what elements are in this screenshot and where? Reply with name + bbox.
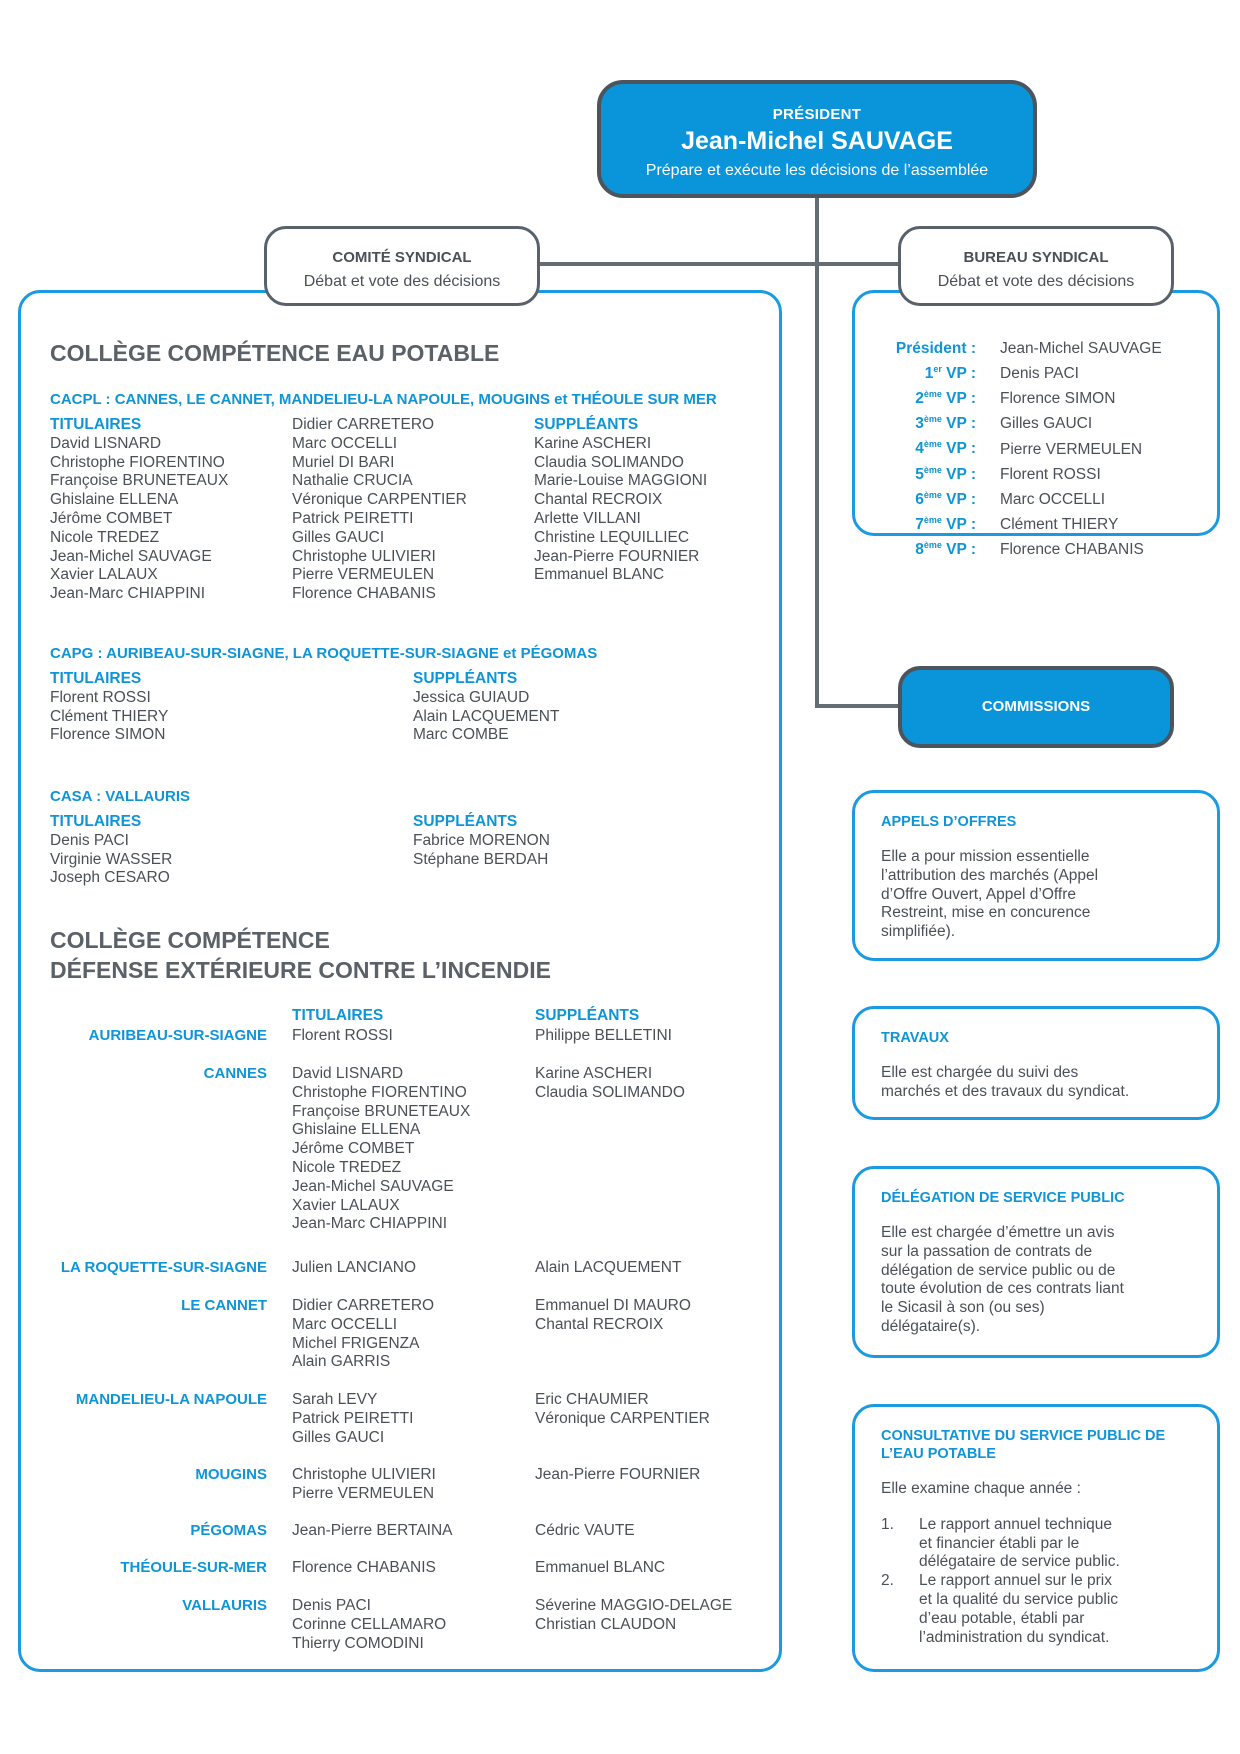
bureau-member-row [856,460,1162,485]
bureau-member-row [856,409,1162,434]
bureau-member-role: Président : [895,340,976,357]
comite-description: Débat et vote des décisions [303,273,501,290]
member-name: Alain LACQUEMENT [413,707,560,725]
bureau-member-row [856,485,1162,510]
member-name: Marie-Louise MAGGIONI [534,472,708,490]
member-name: Emmanuel BLANC [535,1559,666,1576]
member-name: Michel FRIGENZA [292,1334,420,1352]
member-name: Jean-Marc CHIAPPINI [50,585,206,603]
member-name: Jean-Marc CHIAPPINI [292,1215,448,1233]
member-name: Sarah LEVY [292,1391,378,1408]
description-line: toute évolution de ces contrats liant [881,1280,1124,1298]
president-description: Prépare et exécute les décisions de l’assemblée [645,162,989,179]
bureau-member-row [856,339,1162,359]
commission-dsp [852,1166,1220,1358]
dfci-commune: AURIBEAU-SUR-SIAGNE [88,1027,267,1044]
dfci-titulaires [292,1559,436,1578]
bureau-member-row [856,510,1162,535]
member-name: Nicole TREDEZ [292,1158,402,1176]
dfci-titulaires-header [292,1007,383,1026]
commission-consultative [852,1404,1220,1672]
dfci-commune: VALLAURIS [182,1597,267,1614]
bureau-member-row [856,535,1162,560]
dfci-titulaires-label: TITULAIRES [292,1007,384,1024]
bureau-member-row [856,434,1162,459]
dfci-titulaires [292,1259,416,1278]
member-name: Christophe ULIVIERI [292,547,436,565]
bureau-member-name: Florence SIMON [1000,390,1116,408]
member-name: Jean-Michel SAUVAGE [50,547,212,565]
college-eau-title: COLLÈGE COMPÉTENCE EAU POTABLE [50,340,500,366]
member-name: Jean-Pierre FOURNIER [534,547,700,565]
dfci-commune: PÉGOMAS [190,1522,267,1539]
bureau-syndical-box [898,226,1174,306]
casa-titulaires-label: TITULAIRES [50,813,142,830]
bureau-member-role: 5ème VP : [915,464,976,483]
bureau-member-role: 1er VP : [924,364,976,383]
member-name: Alain GARRIS [292,1353,391,1371]
dfci-titulaires [292,1027,393,1046]
capg-suppleants-label: SUPPLÉANTS [413,670,518,687]
member-name: Julien LANCIANO [292,1259,417,1276]
consultative-item-number: 2. [881,1572,894,1590]
dfci-commune: LE CANNET [181,1297,267,1314]
description-line: délégataire de service public. [919,1553,1120,1571]
member-name: Arlette VILLANI [534,509,641,527]
member-name: Marc COMBE [413,726,509,744]
dfci-titulaires [292,1297,434,1372]
member-name: Alain LACQUEMENT [535,1259,682,1276]
member-name: David LISNARD [292,1065,404,1082]
dfci-commune: THÉOULE-SUR-MER [120,1559,267,1576]
member-name: Jessica GUIAUD [413,688,530,706]
member-name: Didier CARRETERO [292,416,435,433]
commissions-box: COMMISSIONS [898,666,1174,748]
bureau-member-role: 4ème VP : [915,439,976,458]
member-name: Marc OCCELLI [292,1315,398,1333]
member-name: Véronique CARPENTIER [535,1409,710,1427]
description-line: délégataire(s). [881,1317,981,1335]
description-line: et la qualité du service public [919,1590,1119,1608]
member-name: Claudia SOLIMANDO [534,453,684,471]
college-dfci-title-line2: DÉFENSE EXTÉRIEURE CONTRE L’INCENDIE [50,957,551,983]
member-name: Emmanuel DI MAURO [535,1297,691,1314]
casa-heading: CASA : VALLAURIS [50,788,190,805]
description-line: Elle est chargée du suivi des [881,1064,1079,1081]
member-name: Jean-Pierre FOURNIER [535,1466,701,1483]
college-dfci-title [50,925,551,985]
comite-title: COMITÉ SYNDICAL [332,249,472,266]
member-name: Chantal RECROIX [535,1315,664,1333]
description-line: Le rapport annuel technique [919,1515,1113,1533]
dfci-suppleants [535,1391,710,1429]
member-name: Fabrice MORENON [413,831,550,849]
dfci-commune: LA ROQUETTE-SUR-SIAGNE [60,1259,267,1276]
description-line: Restreint, mise en concurence [881,904,1091,922]
description-line: Elle a pour mission essentielle [881,848,1090,865]
member-name: Françoise BRUNETEAUX [292,1102,471,1120]
description-line: Le rapport annuel sur le prix [919,1572,1113,1590]
member-name: Florence SIMON [50,726,166,744]
member-name: Jean-Pierre BERTAINA [292,1522,453,1539]
member-name: Muriel DI BARI [292,453,395,471]
bureau-member-name: Marc OCCELLI [1000,490,1106,508]
member-name: Virginie WASSER [50,850,173,868]
appels-offres-description [881,848,1191,942]
dfci-suppleants-label: SUPPLÉANTS [535,1007,640,1024]
consultative-list [881,1516,1191,1648]
college-dfci-title-line1: COLLÈGE COMPÉTENCE [50,927,330,953]
description-line: marchés et des travaux du syndicat. [881,1082,1130,1100]
consultative-item [881,1516,1191,1572]
member-name: Ghislaine ELLENA [50,491,179,509]
member-name: Florence CHABANIS [292,585,436,603]
member-name: Ghislaine ELLENA [292,1121,421,1139]
bureau-member-name: Florent ROSSI [1000,465,1101,483]
member-name: Pierre VERMEULEN [292,1484,435,1502]
bureau-member-role: 3ème VP : [915,414,976,433]
bureau-title: BUREAU SYNDICAL [963,249,1109,266]
bureau-member-role: 8ème VP : [915,540,976,559]
appels-offres-title: APPELS D’OFFRES [881,814,1017,830]
president-role: PRÉSIDENT [772,106,862,123]
member-name: Florent ROSSI [292,1027,393,1044]
member-name: Véronique CARPENTIER [292,491,467,509]
consultative-item [881,1572,1191,1647]
dfci-commune: MOUGINS [195,1466,267,1483]
bureau-member-row [856,384,1162,409]
bureau-member-role: 2ème VP : [915,389,976,408]
dfci-commune: CANNES [203,1065,267,1082]
member-name: Joseph CESARO [50,869,170,887]
cacpl-titulaires-col2 [292,416,467,604]
dfci-suppleants [535,1259,681,1278]
member-name: Claudia SOLIMANDO [535,1083,685,1101]
member-name: Xavier LALAUX [292,1196,400,1214]
capg-heading: CAPG : AURIBEAU-SUR-SIAGNE, LA ROQUETTE-SUR-SIAGNE et PÉGOMAS [50,645,598,662]
cacpl-suppleants-label: SUPPLÉANTS [534,416,639,433]
member-name: Christophe FIORENTINO [50,453,225,471]
member-name: Marc OCCELLI [292,434,398,452]
member-name: Cédric VAUTE [535,1522,635,1539]
member-name: Denis PACI [50,831,129,849]
commission-travaux [852,1006,1220,1120]
cacpl-heading: CACPL : CANNES, LE CANNET, MANDELIEU-LA NAPOULE, MOUGINS et THÉOULE SUR MER [50,391,717,408]
consultative-item-number: 1. [881,1515,894,1533]
member-name: Florent ROSSI [50,688,151,706]
description-line: et financier établi par le [919,1534,1080,1552]
casa-suppleants-label: SUPPLÉANTS [413,813,518,830]
dfci-suppleants [535,1559,665,1578]
dfci-titulaires [292,1391,413,1447]
dfci-titulaires [292,1597,446,1653]
comite-syndical-box [264,226,540,306]
capg-titulaires-col [50,670,168,745]
member-name: Didier CARRETERO [292,1297,435,1314]
member-name: Christine LEQUILLIEC [534,528,690,546]
description-line: l’administration du syndicat. [919,1628,1110,1646]
description-line: délégation de service public ou de [881,1261,1116,1279]
bureau-member-role: 7ème VP : [915,514,976,534]
member-name: Jérôme COMBET [50,509,173,527]
casa-titulaires-col [50,813,172,888]
bureau-member-row [856,359,1162,384]
consultative-intro: Elle examine chaque année : [881,1480,1081,1497]
consultative-title [881,1427,1191,1463]
dfci-suppleants-header [535,1007,639,1026]
dfci-titulaires [292,1065,470,1234]
member-name: Gilles GAUCI [292,1428,385,1446]
member-name: Eric CHAUMIER [535,1391,649,1408]
member-name: Corinne CELLAMARO [292,1615,447,1633]
member-name: Nathalie CRUCIA [292,472,413,490]
dfci-suppleants [535,1027,672,1046]
dsp-description [881,1224,1191,1337]
member-name: Clément THIERY [50,707,169,725]
dfci-suppleants [535,1466,700,1485]
member-name: Nicole TREDEZ [50,528,160,546]
dsp-title: DÉLÉGATION DE SERVICE PUBLIC [881,1190,1125,1206]
member-name: Jérôme COMBET [292,1140,415,1158]
member-name: Xavier LALAUX [50,566,158,584]
dfci-suppleants [535,1297,691,1335]
travaux-title: TRAVAUX [881,1030,949,1046]
member-name: Stéphane BERDAH [413,850,549,868]
member-name: Karine ASCHERI [534,434,652,452]
president-box [597,80,1037,198]
member-name: Chantal RECROIX [534,491,663,509]
cacpl-titulaires-col1 [50,416,228,604]
description-line: sur la passation de contrats de [881,1242,1093,1260]
member-name: Christian CLAUDON [535,1615,677,1633]
member-name: Jean-Michel SAUVAGE [292,1177,454,1195]
capg-titulaires-label: TITULAIRES [50,670,142,687]
consultative-title-line1: CONSULTATIVE DU SERVICE PUBLIC DE [881,1428,1166,1444]
commission-appels-offres [852,790,1220,961]
bureau-member-name: Pierre VERMEULEN [1000,440,1143,458]
capg-suppleants-col [413,670,559,745]
cacpl-suppleants-col [534,416,707,585]
bureau-member-name: Denis PACI [1000,365,1079,383]
member-name: Pierre VERMEULEN [292,566,435,584]
member-name: Philippe BELLETINI [535,1027,672,1044]
member-name: Françoise BRUNETEAUX [50,472,229,490]
bureau-members [856,339,1162,560]
member-name: Patrick PEIRETTI [292,1409,414,1427]
bureau-member-name: Jean-Michel SAUVAGE [1000,340,1162,357]
bureau-member-role: 6ème VP : [915,489,976,508]
cacpl-titulaires-label: TITULAIRES [50,416,142,433]
description-line: simplifiée). [881,923,956,941]
member-name: Karine ASCHERI [535,1065,653,1082]
description-line: Elle est chargée d’émettre un avis [881,1224,1115,1241]
member-name: Thierry COMODINI [292,1634,424,1652]
dfci-suppleants [535,1522,635,1541]
member-name: Christophe FIORENTINO [292,1083,467,1101]
dfci-titulaires [292,1522,453,1541]
member-name: Christophe ULIVIERI [292,1466,436,1483]
consultative-title-line2: L’EAU POTABLE [881,1446,996,1462]
description-line: le Sicasil à son (ou ses) [881,1299,1045,1317]
bureau-member-name: Clément THIERY [1000,516,1119,534]
member-name: David LISNARD [50,434,162,452]
dfci-commune: MANDELIEU-LA NAPOULE [75,1391,267,1408]
member-name: Emmanuel BLANC [534,566,665,584]
president-name: Jean-Michel SAUVAGE [681,127,953,155]
description-line: l’attribution des marchés (Appel [881,866,1099,884]
bureau-member-name: Florence CHABANIS [1000,541,1144,559]
dfci-suppleants [535,1065,685,1103]
bureau-description: Débat et vote des décisions [937,273,1135,290]
member-name: Gilles GAUCI [292,528,385,546]
travaux-description [881,1064,1191,1102]
description-line: d’Offre Ouvert, Appel d’Offre [881,885,1076,903]
description-line: d’eau potable, établi par [919,1609,1085,1627]
member-name: Florence CHABANIS [292,1559,436,1576]
casa-suppleants-col [413,813,550,869]
bureau-member-name: Gilles GAUCI [1000,415,1093,433]
member-name: Denis PACI [292,1597,371,1614]
member-name: Séverine MAGGIO-DELAGE [535,1597,733,1614]
dfci-suppleants [535,1597,732,1635]
dfci-titulaires [292,1466,436,1504]
member-name: Patrick PEIRETTI [292,509,414,527]
